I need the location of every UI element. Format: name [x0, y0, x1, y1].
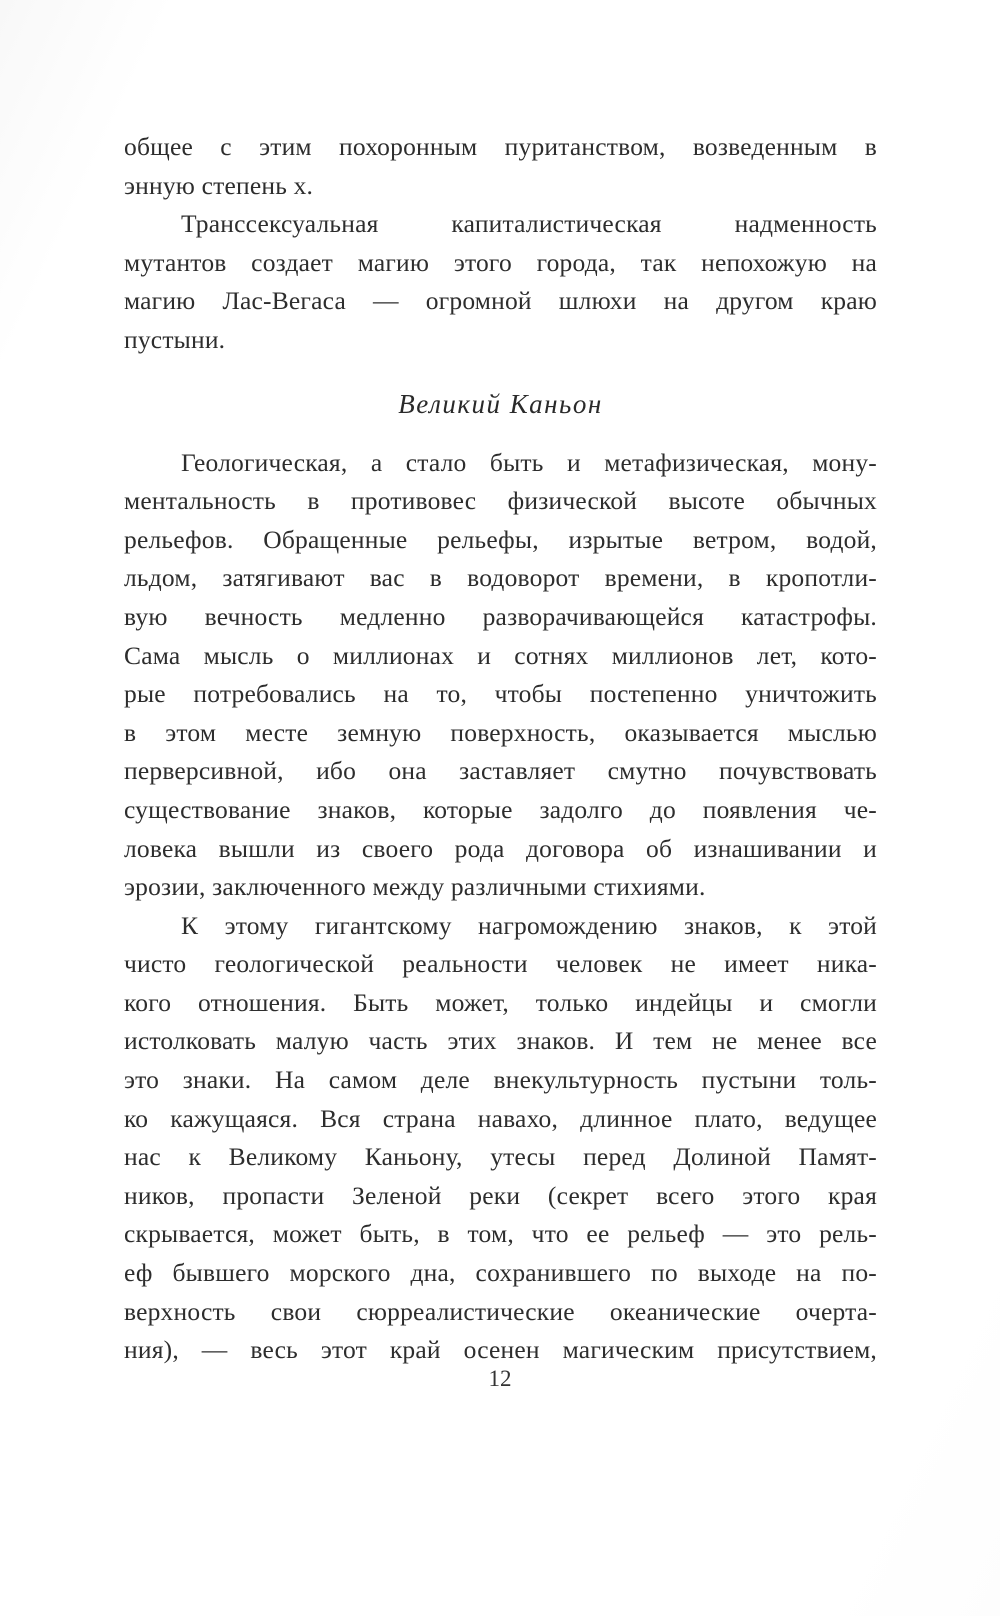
text-line: К этому гигантскому нагромождению знаков, к этой [181, 910, 877, 940]
text-line: ловека вышли из своего рода договора об изнашивании и [124, 833, 877, 863]
text-line: верхность свои сюрреалистические океанические очерта- [124, 1296, 877, 1326]
text-line: еф бывшего морского дна, сохранившего по выходе на по- [124, 1258, 877, 1288]
page-number: 12 [488, 1366, 512, 1391]
text-line: магию Лас-Вегаса — огромной шлюхи на другом краю [124, 286, 877, 316]
text-line: эрозии, заключенного между различными стихиями. [124, 872, 706, 902]
text-line: это знаки. На самом деле внекультурность пустыни толь- [124, 1065, 877, 1095]
text-line: Транссексуальная капиталистическая надменность [181, 209, 877, 239]
text-line: ния), — весь этот край осенен магическим присутствием, [124, 1335, 877, 1365]
paragraph [124, 128, 877, 205]
text-line: ко кажущаяся. Вся страна навахо, длинное плато, ведущее [124, 1103, 877, 1133]
paragraph [124, 907, 877, 1370]
text-line: кого отношения. Быть может, только индейцы и смогли [124, 987, 877, 1017]
text-line: ников, пропасти Зеленой реки (секрет всего этого края [124, 1180, 877, 1210]
paragraph [124, 205, 877, 359]
text-line: Геологическая, а стало быть и метафизическая, мону- [181, 447, 877, 477]
text-line: ментальность в противовес физической высоте обычных [124, 486, 877, 516]
text-line: энную степень x. [124, 170, 314, 200]
text-line: перверсивной, ибо она заставляет смутно почувствовать [124, 756, 877, 786]
text-line: рые потребовались на то, чтобы постепенно уничтожить [124, 679, 877, 709]
text-line: пустыни. [124, 324, 226, 354]
text-line: рельефов. Обращенные рельефы, изрытые ветром, водой, [124, 524, 877, 554]
text-line: нас к Великому Каньону, утесы перед Долиной Памят- [124, 1142, 877, 1172]
text-line: истолковать малую часть этих знаков. И тем не менее все [124, 1026, 877, 1056]
text-line: мутантов создает магию этого города, так непохожую на [124, 247, 877, 277]
section-heading: Великий Каньон [398, 388, 603, 419]
text-line: льдом, затягивают вас в водоворот времени, в кропотли- [124, 563, 877, 593]
text-line: в этом месте земную поверхность, оказывается мыслью [124, 717, 877, 747]
text-line: скрывается, может быть, в том, что ее рельеф — это рель- [124, 1219, 877, 1249]
text-line: чисто геологической реальности человек не имеет ника- [124, 949, 877, 979]
text-line: вую вечность медленно разворачивающейся катастрофы. [124, 601, 877, 631]
text-line: общее с этим похоронным пуританством, возведенным в [124, 132, 877, 161]
text-line: Сама мысль о миллионах и сотнях миллионов лет, кото- [124, 640, 877, 670]
text-column [124, 128, 877, 1370]
paragraph [124, 444, 877, 907]
text-line: существование знаков, которые задолго до появления че- [124, 794, 877, 824]
